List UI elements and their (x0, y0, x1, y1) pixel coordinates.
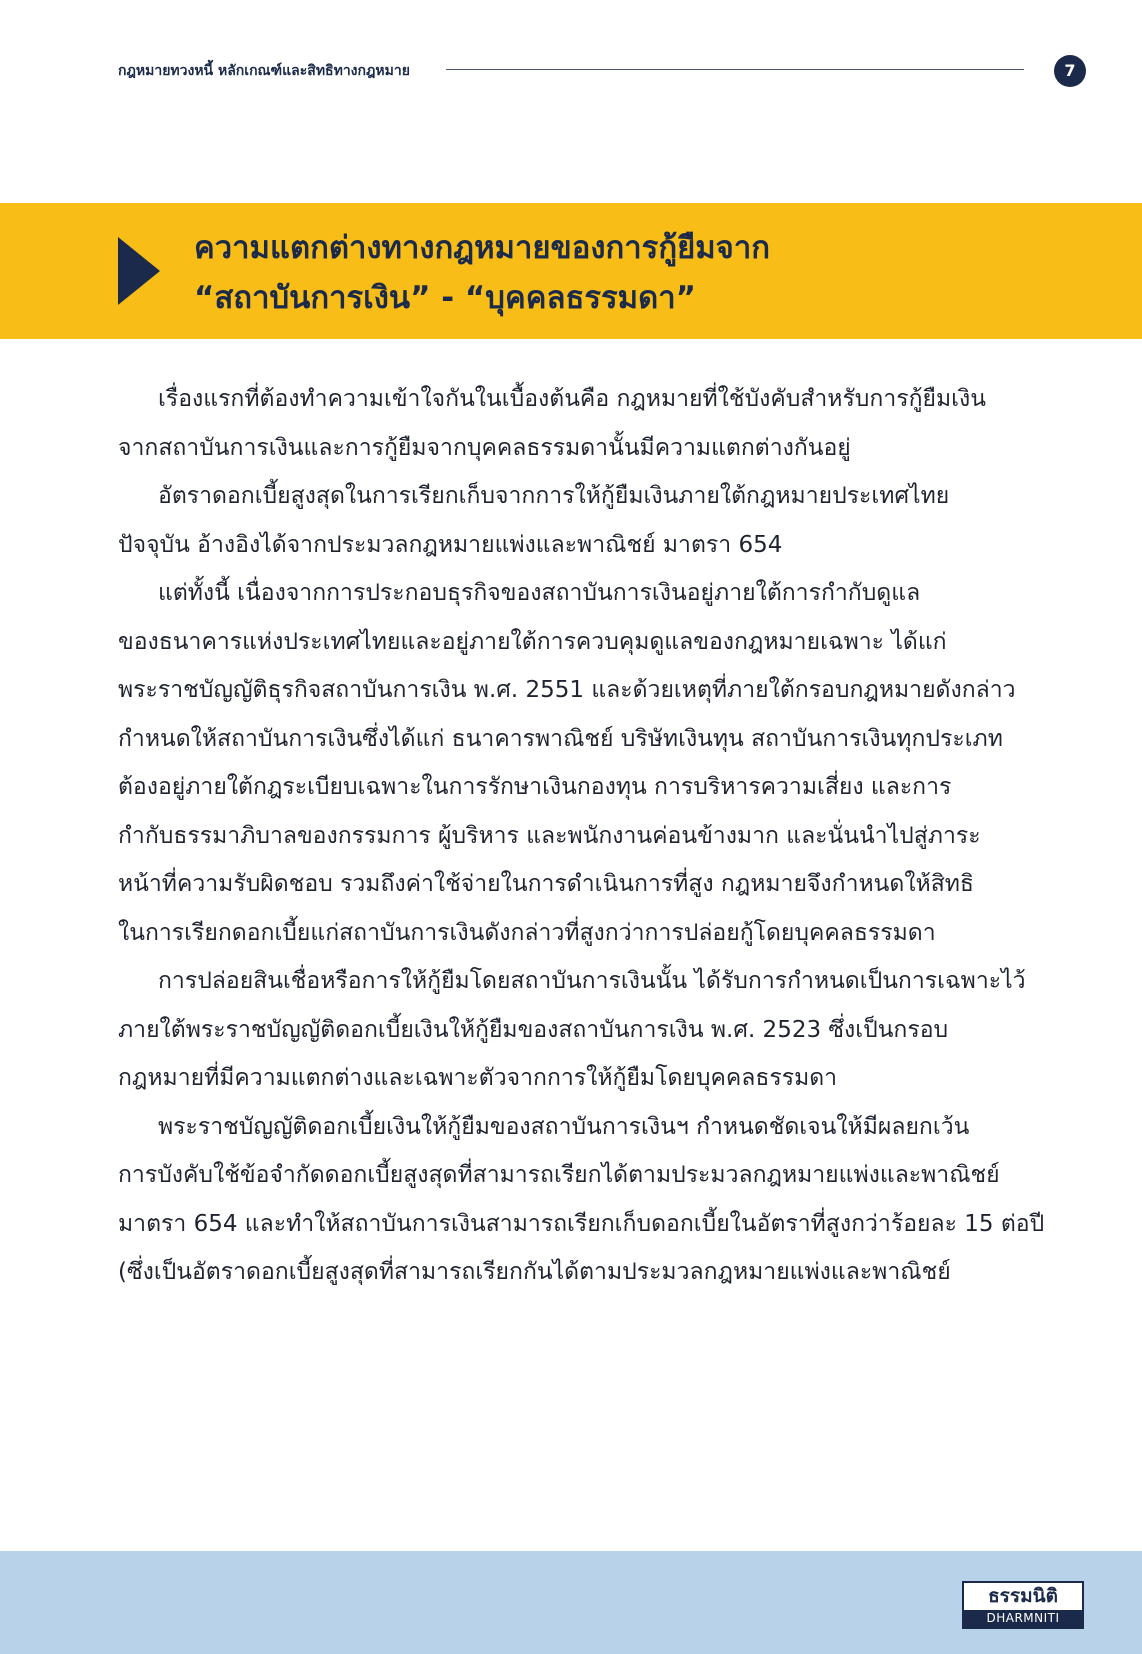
paragraph-line: การปล่อยสินเชื่อหรือการให้กู้ยืมโดยสถาบันการเงินนั้น ได้รับการกำหนดเป็นการเฉพาะไว้ (158, 968, 1026, 994)
paragraph (118, 957, 1026, 1103)
paragraph-line: มาตรา 654 และทำให้สถาบันการเงินสามารถเรียกเก็บดอกเบี้ยในอัตราที่สูงกว่าร้อยละ 15 ต่อปี (118, 1210, 1045, 1237)
paragraph-line: แต่ทั้งนี้ เนื่องจากการประกอบธุรกิจของสถาบันการเงินอยู่ภายใต้การกำกับดูแล (158, 580, 921, 606)
running-title: กฎหมายทวงหนี้ หลักเกณฑ์และสิทธิทางกฎหมาย (118, 63, 410, 79)
publisher-logo (962, 1581, 1084, 1629)
paragraph-line: พระราชบัญญัติธุรกิจสถาบันการเงิน พ.ศ. 2551 และด้วยเหตุที่ภายใต้กรอบกฎหมายดังกล่าว (118, 677, 1016, 703)
paragraph (118, 375, 1023, 472)
section-title (194, 223, 1054, 323)
logo-thai-text: ธรรมนิติ (988, 1585, 1058, 1607)
paragraph-line: การบังคับใช้ข้อจำกัดดอกเบี้ยสูงสุดที่สามารถเรียกได้ตามประมวลกฎหมายแพ่งและพาณิชย์ (118, 1162, 1000, 1188)
footer-band (0, 1551, 1142, 1654)
running-header (118, 58, 1076, 82)
paragraph (118, 569, 1023, 957)
paragraph (118, 472, 1023, 569)
paragraph-line: หน้าที่ความรับผิดชอบ รวมถึงค่าใช้จ่ายในการดำเนินการที่สูง กฎหมายจึงกำหนดให้สิทธิ (118, 871, 974, 897)
paragraph-line: ในการเรียกดอกเบี้ยแก่สถาบันการเงินดังกล่าวที่สูงกว่าการปล่อยกู้โดยบุคคลธรรมดา (118, 919, 936, 946)
paragraph-line: ภายใต้พระราชบัญญัติดอกเบี้ยเงินให้กู้ยืมของสถาบันการเงิน พ.ศ. 2523 ซึ่งเป็นกรอบ (118, 1016, 949, 1043)
paragraph-line: กำกับธรรมาภิบาลของกรรมการ ผู้บริหาร และพนักงานค่อนข้างมาก และนั่นนำไปสู่ภาระ (118, 822, 981, 849)
paragraph-line: เรื่องแรกที่ต้องทำความเข้าใจกันในเบื้องต้นคือ กฎหมายที่ใช้บังคับสำหรับการกู้ยืมเงิน (158, 386, 986, 412)
paragraph-line: ต้องอยู่ภายใต้กฎระเบียบเฉพาะในการรักษาเงินกองทุน การบริหารความเสี่ยง และการ (118, 774, 952, 800)
logo-latin-text: DHARMNITI (964, 1610, 1082, 1627)
paragraph-line: ปัจจุบัน อ้างอิงได้จากประมวลกฎหมายแพ่งและพาณิชย์ มาตรา 654 (118, 531, 783, 558)
paragraph-line: ของธนาคารแห่งประเทศไทยและอยู่ภายใต้การควบคุมดูแลของกฎหมายเฉพาะ ได้แก่ (118, 628, 947, 655)
paragraph-line: จากสถาบันการเงินและการกู้ยืมจากบุคคลธรรมดานั้นมีความแตกต่างกันอยู่ (118, 434, 851, 461)
paragraph (118, 1103, 1045, 1297)
section-banner (0, 203, 1142, 339)
paragraph-line: พระราชบัญญัติดอกเบี้ยเงินให้กู้ยืมของสถาบันการเงินฯ กำหนดชัดเจนให้มีผลยกเว้น (158, 1113, 970, 1140)
paragraph-line: กำหนดให้สถาบันการเงินซึ่งได้แก่ ธนาคารพาณิชย์ บริษัทเงินทุน สถาบันการเงินทุกประเภท (118, 725, 1003, 752)
section-title-line: ความแตกต่างทางกฎหมายของการกู้ยืมจาก (194, 230, 771, 266)
header-rule (446, 69, 1024, 70)
section-title-line: “สถาบันการเงิน” - “บุคคลธรรมดา” (194, 280, 697, 316)
paragraph-line: (ซึ่งเป็นอัตราดอกเบี้ยสูงสุดที่สามารถเรียกกันได้ตามประมวลกฎหมายแพ่งและพาณิชย์ (118, 1259, 951, 1285)
paragraph-line: อัตราดอกเบี้ยสูงสุดในการเรียกเก็บจากการให้กู้ยืมเงินภายใต้กฎหมายประเทศไทย (158, 483, 950, 509)
page-number-badge: 7 (1054, 55, 1086, 87)
body-text (118, 375, 1045, 1297)
play-arrow-icon (118, 237, 160, 305)
paragraph-line: กฎหมายที่มีความแตกต่างและเฉพาะตัวจากการให้กู้ยืมโดยบุคคลธรรมดา (118, 1065, 838, 1091)
